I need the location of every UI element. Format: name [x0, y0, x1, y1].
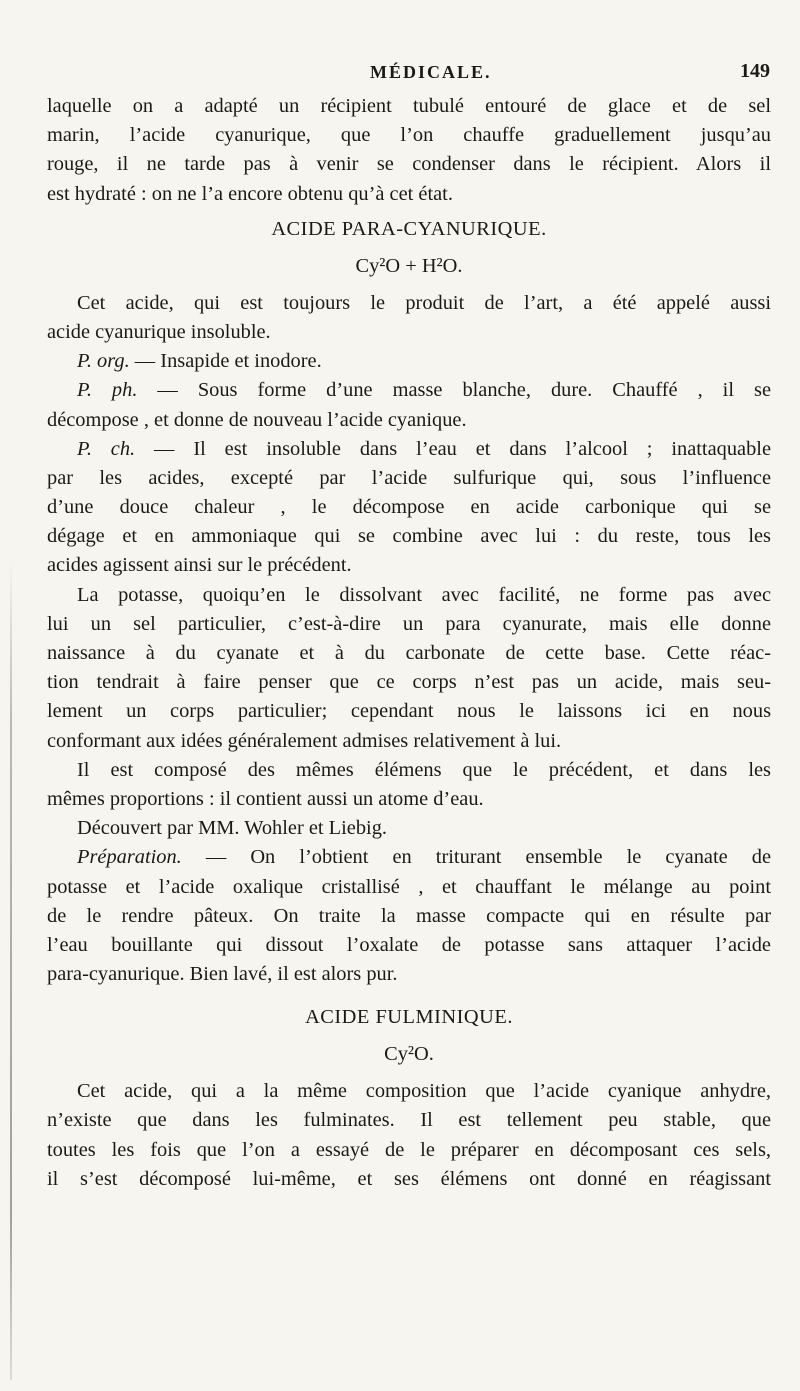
- text-line: par les acides, excepté par l’acide sulfurique qui, sous l’influence: [47, 466, 771, 489]
- text-line: il s’est décomposé lui-même, et ses élémens ont donné en réagissant: [47, 1167, 771, 1190]
- text-line: conformant aux idées généralement admises relativement à lui.: [47, 729, 562, 752]
- text-line: lement un corps particulier; cependant nous le laissons ici en nous: [47, 700, 771, 723]
- spacer: [47, 989, 771, 997]
- text-line: mêmes proportions : il contient aussi un atome d’eau.: [47, 787, 484, 810]
- text-line: para-cyanurique. Bien lavé, il est alors pur.: [47, 963, 398, 986]
- page-number: 149: [740, 60, 770, 82]
- text-line: toutes les fois que l’on a essayé de le préparer en décomposant ces sels,: [47, 1138, 771, 1161]
- property-label: Préparation.: [77, 846, 182, 869]
- property-label: P. ph.: [77, 379, 138, 402]
- page-header: [250, 62, 770, 86]
- text-line: La potasse, quoiqu’en le dissolvant avec facilité, ne forme pas avec: [77, 583, 771, 606]
- text-line: dégage et en ammoniaque qui se combine avec lui : du reste, tous les: [47, 525, 771, 548]
- section-heading: ACIDE FULMINIQUE.: [305, 1006, 513, 1029]
- text-line: lui un sel particulier, c’est-à-dire un para cyanurate, mais elle donne: [47, 612, 771, 635]
- text-line: décompose , et donne de nouveau l’acide cyanique.: [47, 408, 467, 431]
- text-line: P. ph. — Sous forme d’une masse blanche, dure. Chauffé , il se: [77, 379, 771, 402]
- text-line: Découvert par MM. Wohler et Liebig.: [77, 817, 387, 840]
- text-line: Cet acide, qui est toujours le produit de l’art, a été appelé aussi: [77, 291, 771, 314]
- text-line: Cet acide, qui a la même composition que l’acide cyanique anhydre,: [77, 1080, 771, 1103]
- text-line: acide cyanurique insoluble.: [47, 320, 271, 343]
- text-line: acides agissent ainsi sur le précédent.: [47, 554, 352, 577]
- text-line: potasse et l’acide oxalique cristallisé , et chauffant le mélange au point: [47, 875, 771, 898]
- text-line: Il est composé des mêmes élémens que le précédent, et dans les: [77, 758, 771, 781]
- chemical-formula: Cy²O + H²O.: [355, 254, 463, 277]
- text-line: Préparation. — On l’obtient en triturant ensemble le cyanate de: [77, 846, 771, 869]
- text-line: tion tendrait à faire penser que ce corps n’est pas un acide, mais seu-: [47, 671, 771, 694]
- property-label: P. org.: [77, 350, 130, 373]
- property-label: P. ch.: [77, 437, 136, 460]
- text-line: n’existe que dans les fulminates. Il est tellement peu stable, que: [47, 1109, 771, 1132]
- text-line: d’une douce chaleur , le décompose en acide carbonique qui se: [47, 496, 771, 519]
- text-line: l’eau bouillante qui dissout l’oxalate de potasse sans attaquer l’acide: [47, 933, 771, 956]
- body-text: [47, 92, 771, 1194]
- page-edge-shadow: [10, 560, 12, 1380]
- chemical-formula: Cy²O.: [384, 1043, 434, 1066]
- section-heading: ACIDE PARA-CYANURIQUE.: [271, 217, 547, 240]
- text-line: marin, l’acide cyanurique, que l’on chauffe graduellement jusqu’au: [47, 124, 771, 147]
- running-title: MÉDICALE.: [370, 62, 492, 82]
- text-line: rouge, il ne tarde pas à venir se condenser dans le récipient. Alors il: [47, 153, 771, 176]
- text-line: P. org. — Insapide et inodore.: [77, 350, 322, 373]
- text-line: de le rendre pâteux. On traite la masse compacte qui en résulte par: [47, 904, 771, 927]
- text-line: est hydraté : on ne l’a encore obtenu qu’à cet état.: [47, 182, 453, 205]
- text-line: laquelle on a adapté un récipient tubulé entouré de glace et de sel: [47, 95, 771, 117]
- text-line: naissance à du cyanate et à du carbonate de cette base. Cette réac-: [47, 642, 771, 664]
- text-line: P. ch. — Il est insoluble dans l’eau et dans l’alcool ; inattaquable: [77, 437, 771, 460]
